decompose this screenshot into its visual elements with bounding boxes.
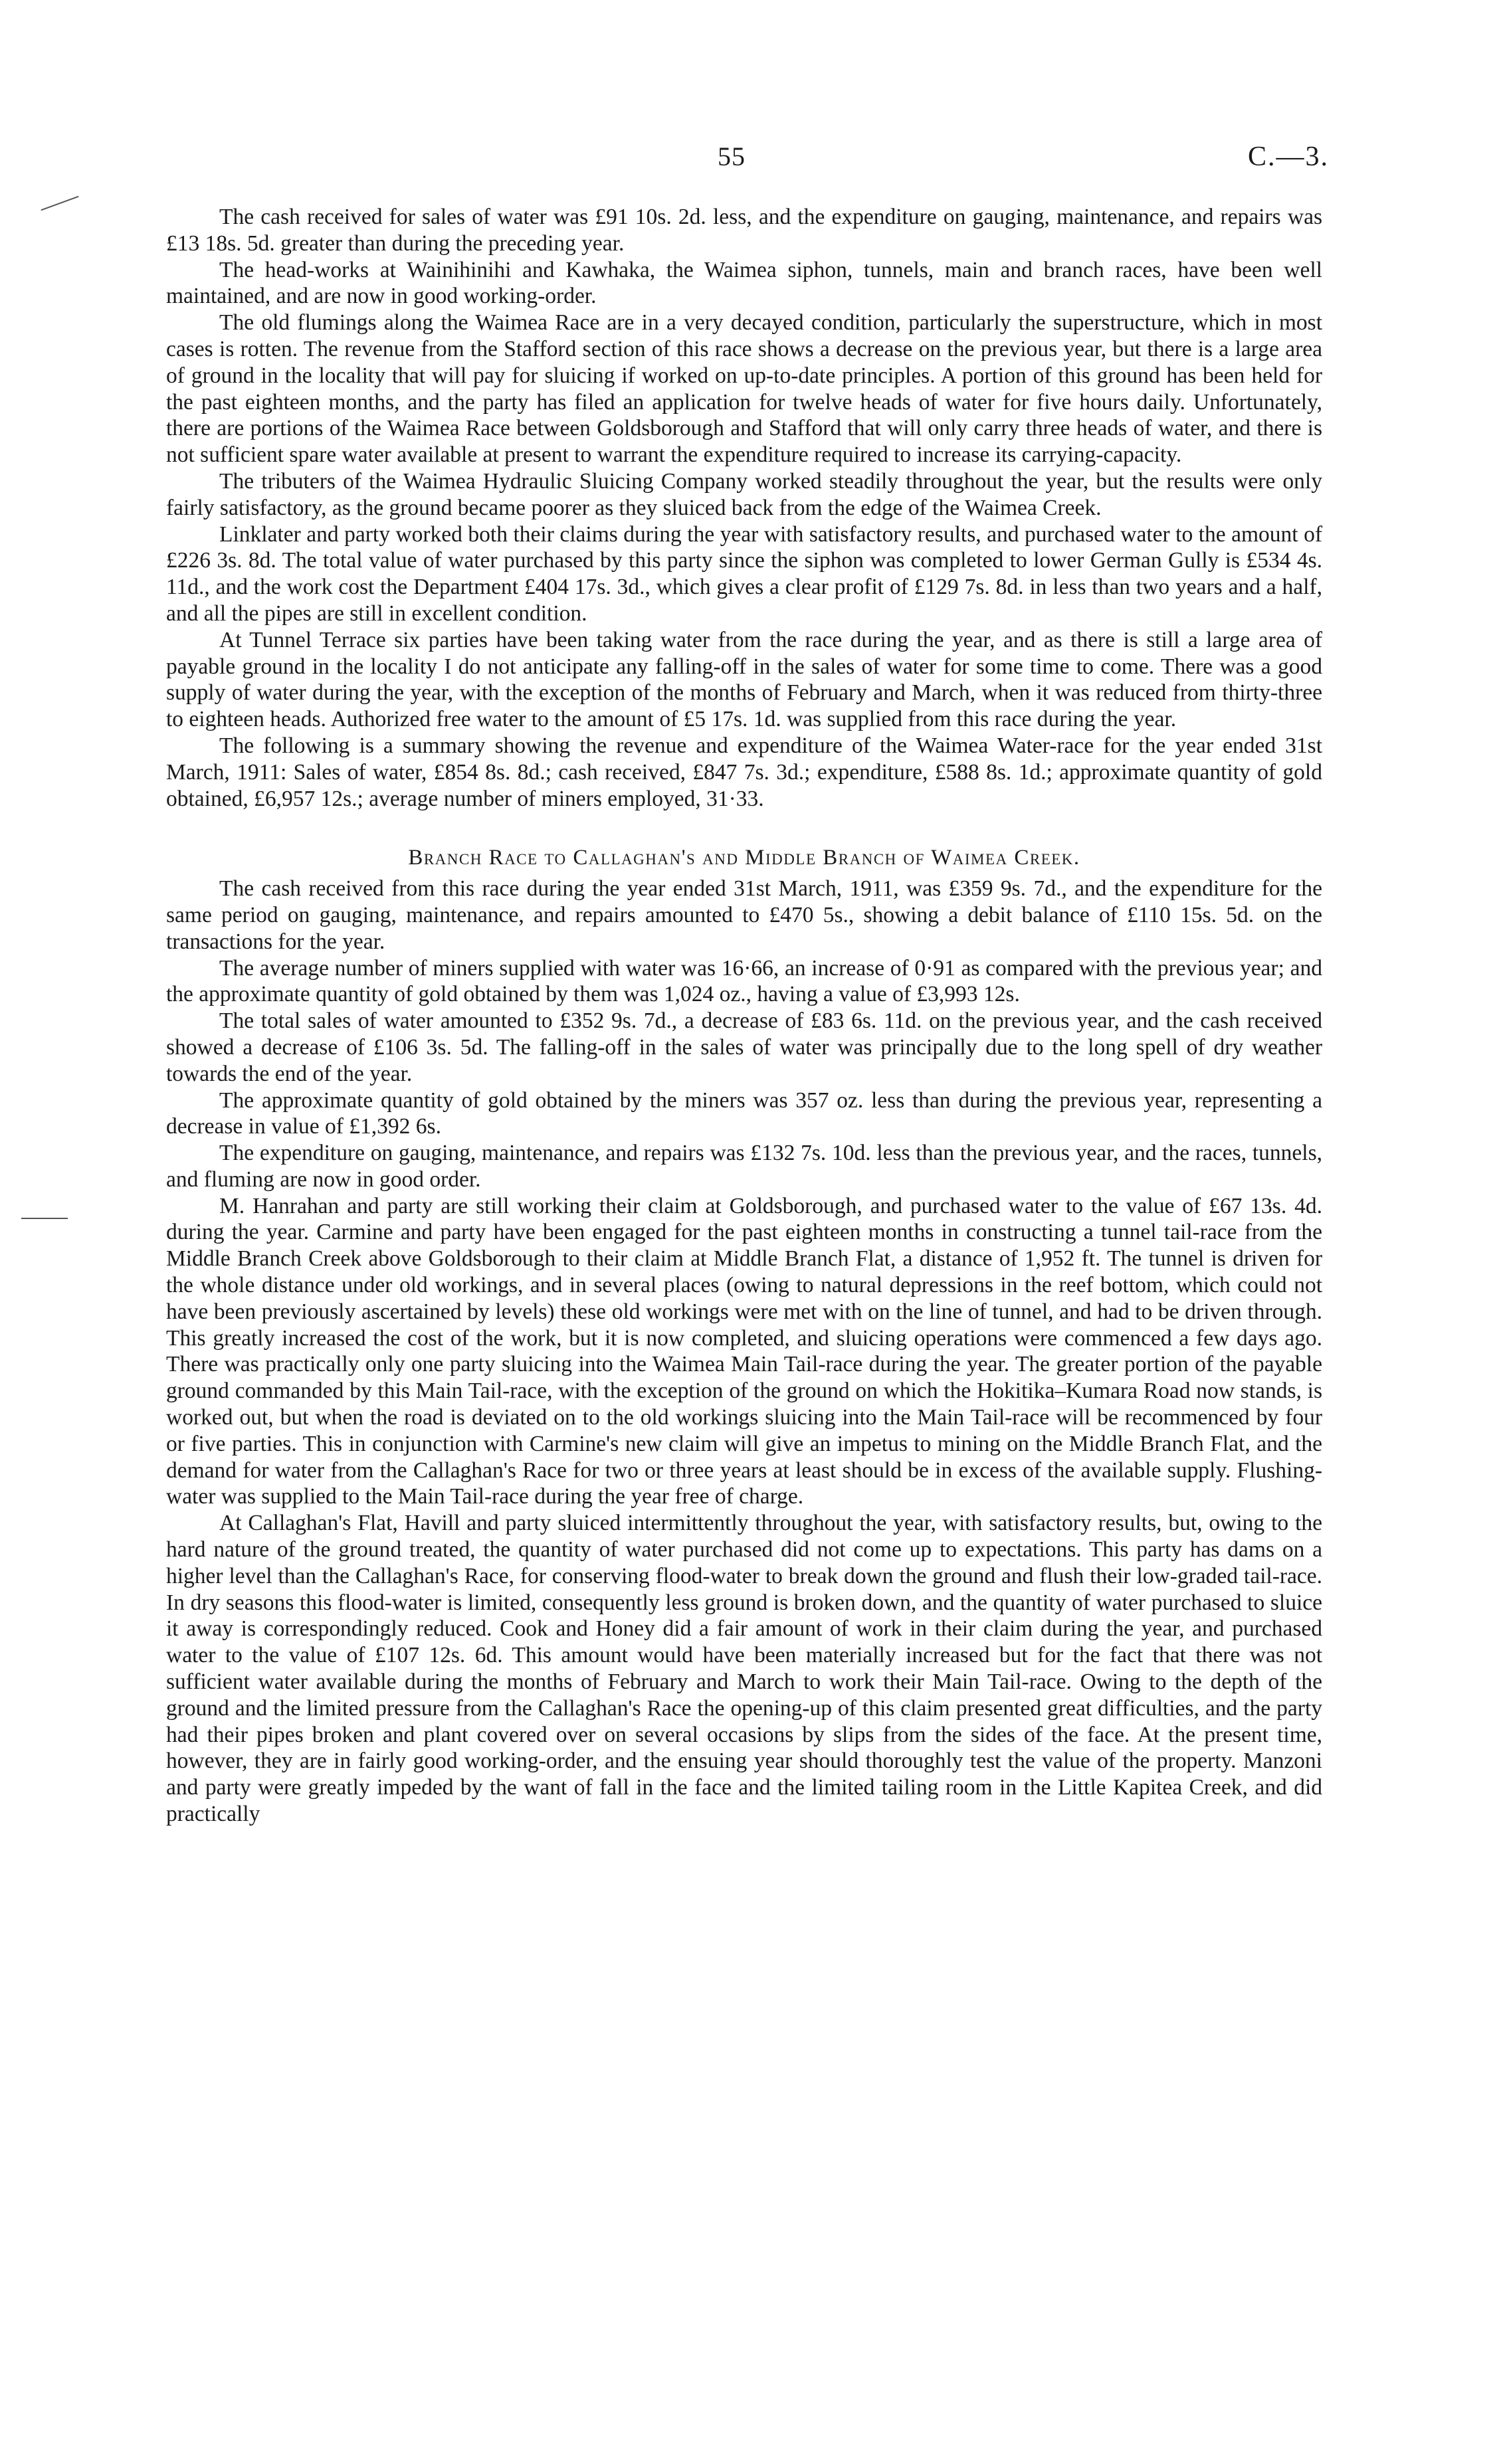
paragraph: The head-works at Wainihinihi and Kawhaka, the Waimea siphon, tunnels, main and branch races, have been well maintained, and are now in good working-order. bbox=[166, 257, 1322, 309]
paragraph: At Callaghan's Flat, Havill and party sluiced intermittently throughout the year, with satisfactory results, but, owing to the hard nature of the ground treated, the quantity of water purchased did not come up to expectations. This party has dams on a higher level than the Callaghan's Race, for conserving flood-water to break down the ground and flush their low-graded tail-race. In dry seasons this flood-water is limited, consequently less ground is broken down, and the quantity of water purchased to sluice it away is correspondingly reduced. Cook and Honey did a fair amount of work in their claim during the year, and purchased water to the value of £107 12s. 6d. This amount would have been materially increased but for the fact that there was not sufficient water available during the months of February and March to work their Main Tail-race. Owing to the depth of the ground and the limited pressure from the Callaghan's Race the opening-up of this claim presented great difficulties, and the party had their pipes broken and plant covered over on several occasions by slips from the sides of the face. At the present time, however, they are in fairly good working-order, and the ensuing year should thoroughly test the value of the property. Manzoni and party were greatly impeded by the want of fall in the face and the limited tailing room in the Little Kapitea Creek, and did practically bbox=[166, 1511, 1322, 1827]
margin-mark-middle bbox=[21, 1218, 68, 1219]
paragraph: At Tunnel Terrace six parties have been taking water from the race during the year, and as there is still a large area of payable ground in the locality I do not anticipate any falling-off in the sales of water for some time to come. There was a good supply of water during the year, with the exception of the months of February and March, when it was reduced from thirty-three to eighteen heads. Authorized free water to the amount of £5 17s. 1d. was supplied from this race during the year. bbox=[166, 627, 1322, 732]
section-heading: Branch Race to Callaghan's and Middle Branch of Waimea Creek. bbox=[408, 846, 1080, 870]
body-text bbox=[166, 204, 1322, 1828]
paragraph: The approximate quantity of gold obtained by the miners was 357 oz. less than during the previous year, representing a decrease in value of £1,392 6s. bbox=[166, 1088, 1322, 1139]
paragraph: The expenditure on gauging, maintenance, and repairs was £132 7s. 10d. less than the previous year, and the races, tunnels, and fluming are now in good order. bbox=[166, 1141, 1322, 1192]
paragraph: M. Hanrahan and party are still working their claim at Goldsborough, and purchased water to the value of £67 13s. 4d. during the year. Carmine and party have been engaged for the past eighteen months in constructing a tunnel tail-race from the Middle Branch Creek above Goldsborough to their claim at Middle Branch Flat, a distance of 1,952 ft. The tunnel is driven for the whole distance under old workings, and in several places (owing to natural depressions in the reef bottom, which could not have been previously ascertained by levels) these old workings were met with on the line of tunnel, and had to be driven through. This greatly increased the cost of the work, but it is now completed, and sluicing operations were commenced a few days ago. There was practically only one party sluicing into the Waimea Main Tail-race during the year. The greater portion of the payable ground commanded by this Main Tail-race, with the exception of the ground on which the Hokitika–Kumara Road now stands, is worked out, but when the road is deviated on to the old workings sluicing into the Main Tail-race will be recommenced by four or five parties. This in conjunction with Carmine's new claim will give an impetus to mining on the Middle Branch Flat, and the demand for water from the Callaghan's Race for two or three years at least should be in excess of the available supply. Flushing-water was supplied to the Main Tail-race during the year free of charge. bbox=[166, 1193, 1322, 1509]
paragraph: The cash received from this race during the year ended 31st March, 1911, was £359 9s. 7d., and the expenditure for the same period on gauging, maintenance, and repairs amounted to £470 5s., showing a debit balance of £110 15s. 5d. on the transactions for the year. bbox=[166, 876, 1322, 954]
paragraph: The old flumings along the Waimea Race are in a very decayed condition, particularly the superstructure, which in most cases is rotten. The revenue from the Stafford section of this race shows a decrease on the previous year, but there is a large area of ground in the locality that will pay for sluicing if worked on up-to-date principles. A portion of this ground has been held for the past eighteen months, and the party has filed an application for twelve heads of water for five hours daily. Unfortunately, there are portions of the Waimea Race between Goldsborough and Stafford that will only carry three heads of water, and there is not sufficient spare water available at present to warrant the expenditure required to increase its carrying-capacity. bbox=[166, 310, 1322, 468]
margin-mark-top bbox=[41, 196, 78, 211]
document-reference: C.—3. bbox=[1247, 142, 1329, 172]
paragraph: The tributers of the Waimea Hydraulic Sluicing Company worked steadily throughout the year, but the results were only fairly satisfactory, as the ground became poorer as they sluiced back from the edge of the Waimea Creek. bbox=[166, 468, 1322, 520]
paragraph: The following is a summary showing the revenue and expenditure of the Waimea Water-race for the year ended 31st March, 1911: Sales of water, £854 8s. 8d.; cash received, £847 7s. 3d.; expenditure, £588 8s. 1d.; approximate quantity of gold obtained, £6,957 12s.; average number of miners employed, 31·33. bbox=[166, 733, 1322, 811]
paragraph: Linklater and party worked both their claims during the year with satisfactory results, and purchased water to the amount of £226 3s. 8d. The total value of water purchased by this party since the siphon was completed to lower German Gully is £534 4s. 11d., and the work cost the Department £404 17s. 3d., which gives a clear profit of £129 7s. 8d. in less than two years and a half, and all the pipes are still in excellent condition. bbox=[166, 521, 1322, 626]
paragraph: The cash received for sales of water was £91 10s. 2d. less, and the expenditure on gauging, maintenance, and repairs was £13 18s. 5d. greater than during the preceding year. bbox=[166, 205, 1322, 256]
page-number: 55 bbox=[718, 142, 746, 171]
paragraph: The average number of miners supplied with water was 16·66, an increase of 0·91 as compared with the previous year; and the approximate quantity of gold obtained by them was 1,024 oz., having a value of £3,993 12s. bbox=[166, 955, 1322, 1007]
paragraph: The total sales of water amounted to £352 9s. 7d., a decrease of £83 6s. 11d. on the previous year, and the cash received showed a decrease of £106 3s. 5d. The falling-off in the sales of water was principally due to the long spell of dry weather towards the end of the year. bbox=[166, 1008, 1322, 1086]
